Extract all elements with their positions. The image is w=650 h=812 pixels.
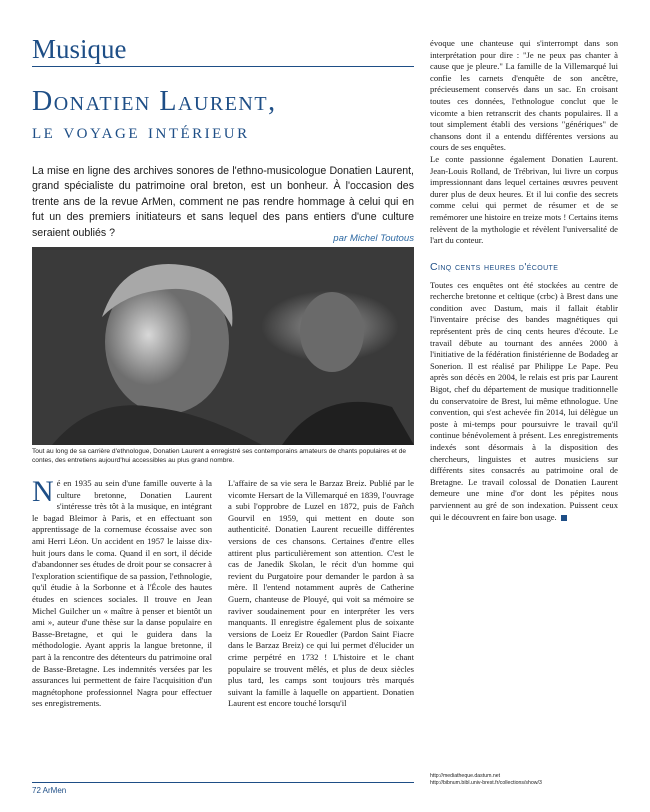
article-subtitle: le voyage intérieur <box>32 118 250 143</box>
page-footer: 72 ArMen <box>32 786 67 795</box>
body-paragraph: é en 1935 au sein d'une famille ouverte à la culture bretonne, Donatien Laurent s'intéresse très tôt à la musique, en intégrant le bagad Bleimor à Paris, et en effectuant son apprentissage de la cornemuse écossaise avec son ami Herri Léon. Un accident en 1957 le laisse dix-huit jours dans le coma. Quand il en sort, il décide d'abandonner ses études de droit pour se consacrer à l'exploration scientifique de sa passion, l'ethnologie, qu'il étudie à la Sorbonne et à l'École des hautes études en sciences sociales. Il trouve en Jean Michel Guilcher un « maître à penser et bientôt un ami », auteur d'une thèse sur la danse populaire en Basse-Bretagne, et qui le guidera dans la méthodologie. Ayant appris la langue bretonne, il part à la rencontre des détenteurs du patrimoine oral de Basse-Bretagne. Les indemnités versées par les assurances lui permettent de faire l'acquisition d'un magnétophone professionnel Nagra pour effectuer ses enregistrements. <box>32 478 212 709</box>
reference-link[interactable]: http://mediatheque.dastum.net <box>430 773 501 779</box>
body-column-3 <box>430 38 618 523</box>
article-byline: par Michel Toutous <box>333 233 414 244</box>
end-mark-icon <box>561 515 567 521</box>
photo-caption: Tout au long de sa carrière d'ethnologue, Donatien Laurent a enregistré ses contemporains amateurs de chants populaires et de contes, des entretiens aujourd'hui accessibles au plus grand nombre. <box>32 448 407 464</box>
article-title: Donatien Laurent, <box>32 86 277 117</box>
section-divider <box>32 66 414 67</box>
footer-divider <box>32 782 414 783</box>
article-intro: La mise en ligne des archives sonores de l'ethno-musicologue Donatien Laurent, grand spécialiste du patrimoine oral breton, est un bonheur. À l'occasion des trente ans de la revue ArMen, comment ne pas rendre hommage à celui qui en fut un des premiers initiateurs et sans lequel des pans entiers d'une culture seraient oubliés ? <box>32 165 414 239</box>
body-paragraph: Le conte passionne également Donatien Laurent. Jean-Louis Rolland, de Trébrivan, lui livre un corpus impressionnant dans lequel certaines œuvres peuvent durer plus de deux heures. Et il lui confie des secrets comme celui qui permet de résumer et de se remémorer une histoire en treize mots ! Certains items relèvent de la mythologie et révèlent l'universalité de l'art du conteur. <box>430 153 618 246</box>
section-title: Musique <box>32 34 127 64</box>
drop-cap: N <box>32 475 54 508</box>
body-column-1 <box>32 475 212 710</box>
body-paragraph: évoque une chanteuse qui s'interrompt dans son interprétation pour dire : "Je ne peux pas chanter à cause que je pleure." La famille de la Villemarqué lui confie les carnets d'enquête de son ancêtre, précieusement conservés dans un sac. En croisant toutes ces données, l'ethnologue conclut que le vicomte a bien retranscrit des chants populaires. Il a tout simplement établi des versions "génériques" de chansons dont il a entendu différentes versions au cours de ses enquêtes. <box>430 38 618 153</box>
subheading: Cinq cents heures d'écoute <box>430 260 559 273</box>
body-paragraph: L'affaire de sa vie sera le Barzaz Breiz. Publié par le vicomte Hersart de la Villemarqué en 1839, l'ouvrage a subi l'opprobre de Luzel en 1872, puis de Fañch Gourvil en 1959, qui mettent en doute son authenticité. Donatien Laurent recueille différentes versions de ces chansons. Certaines d'entre elles attirent plus particulièrement son attention. C'est le cas de Janedik Skolan, le récit d'un homme qui revient du Purgatoire pour demander le pardon à sa mère. Il l'entend notamment auprès de Catherine Guern, chanteuse de Plouyé, qui voit sa mémoire se raviver soudainement pour en interpréter les vers manquants. Il enregistre également plus de soixante versions de Loeiz Er Rouedler (Pardon Saint Fiacre dans le Barzaz Breiz) ce qui lui permet d'élucider un crime perpétré en 1732 ! L'histoire et le chant populaire se trouvent mêlés, et plus de deux siècles plus tard, les camps sont toujours très marqués suivant la famille à laquelle on appartient. Donatien Laurent est encore touché lorsqu'il <box>228 478 414 709</box>
photo-illustration <box>32 247 414 445</box>
body-column-2 <box>228 478 414 710</box>
body-paragraph-text: Toutes ces enquêtes ont été stockées au centre de recherche bretonne et celtique (crbc) à Brest dans une condition avec Dastum, mais il fallait établir l'inventaire précise des bandes magnétiques qui représentent près de cinq cents heures d'écoute. Le travail débute au tournant des années 2000 à l'initiative de la fédération finistérienne de Bodadeg ar Sonerion. Il est réalisé par Philippe Le Pape. Peu après son décès en 2004, le relais est pris par Laurent Bigot, chef du département de musique traditionnelle du conservatoire de Brest, lui même ethnologue. Une convention, qui s'est achevée fin 2014, lui délègue un poste à mi-temps pour poursuivre le travail qu'il continue bénévolement à présent. Les enregistrements indexés sont désormais à la disposition des chercheurs, linguistes et autres musiciens sur différents sites consacrés au patrimoine oral de Bretagne. Le travail colossal de Donatien Laurent demeure une mine d'or dont les pépites nous parviennent au gré de son indexation. Puissent ceux qui le découvrent en faire bon usage. <box>430 279 618 522</box>
portrait-photo <box>32 247 414 445</box>
reference-link[interactable]: http://bibnum.bibl.univ-brest.fr/collections/show/3 <box>430 780 542 786</box>
body-paragraph <box>430 280 618 523</box>
references <box>430 773 630 787</box>
